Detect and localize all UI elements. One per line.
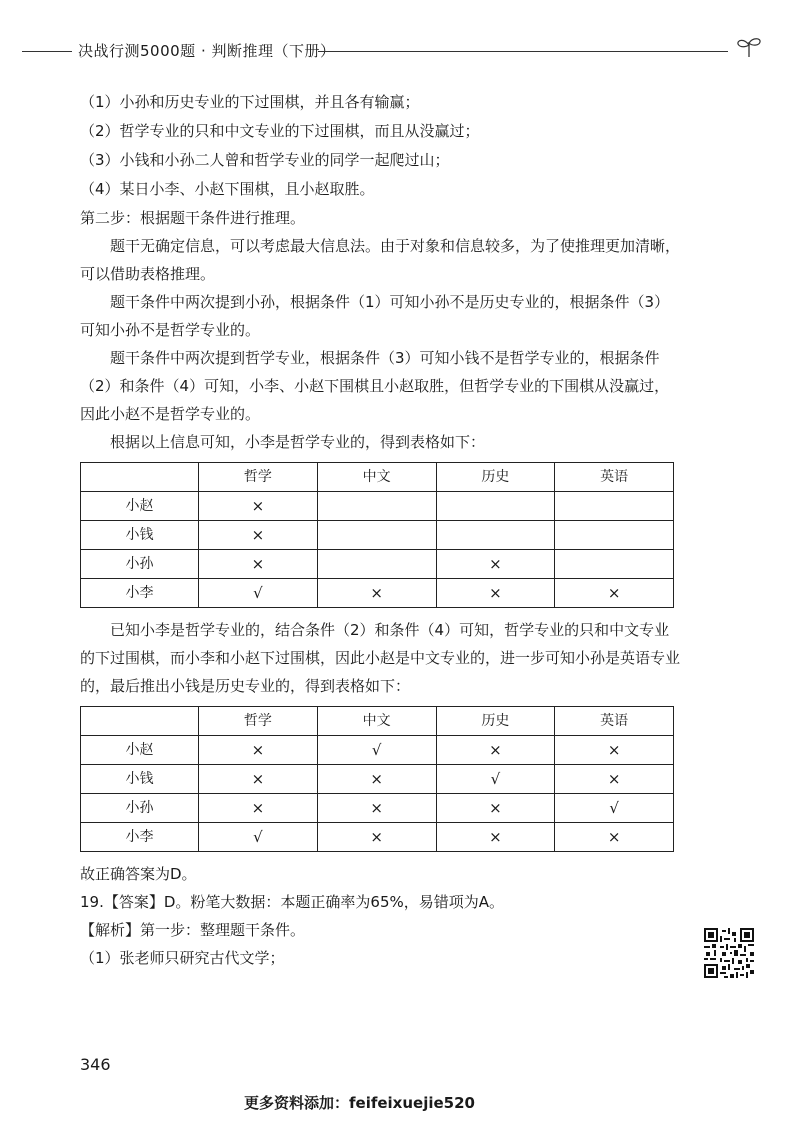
table-cell: × xyxy=(436,794,555,823)
row-label: 小赵 xyxy=(81,736,199,765)
row-label: 小孙 xyxy=(81,550,199,579)
table-header-cell xyxy=(81,463,199,492)
table-cell: × xyxy=(436,823,555,852)
table-cell: × xyxy=(436,550,555,579)
table-cell: × xyxy=(436,579,555,608)
table-header-cell: 哲学 xyxy=(199,463,318,492)
table-header-cell: 中文 xyxy=(317,707,436,736)
table-cell: × xyxy=(555,736,674,765)
qr-code-icon xyxy=(704,928,754,978)
table-cell: × xyxy=(555,765,674,794)
paragraph-philosophy: 题干条件中两次提到哲学专业，根据条件（3）可知小钱不是哲学专业的，根据条件（2）和条件（4）可知，小李、小赵下围棋且小赵取胜，但哲学专业的下围棋从没赢过，因此小赵不是哲学专业的。 xyxy=(80,349,670,423)
table-header-cell: 英语 xyxy=(555,707,674,736)
step-two: 第二步：根据题干条件进行推理。 xyxy=(80,209,306,227)
table-cell xyxy=(436,492,555,521)
reasoning-table-2 xyxy=(80,706,674,852)
table-cell xyxy=(555,550,674,579)
answer-text: D。粉笔大数据：本题正确率为65%，易错项为A。 xyxy=(163,893,505,911)
table-header-cell: 英语 xyxy=(555,463,674,492)
conclusion: 故正确答案为D。 xyxy=(80,865,197,883)
table-header-cell: 中文 xyxy=(317,463,436,492)
table-header-row xyxy=(81,707,674,736)
row-label: 小李 xyxy=(81,579,199,608)
table-header-cell: 哲学 xyxy=(199,707,318,736)
question-19-answer xyxy=(80,888,680,916)
condition-3: （3）小钱和小孙二人曾和哲学专业的同学一起爬过山； xyxy=(80,151,450,169)
table-cell: × xyxy=(555,579,674,608)
condition-2: （2）哲学专业的只和中文专业的下过围棋，而且从没赢过； xyxy=(80,122,480,140)
page-number: 346 xyxy=(80,1055,111,1074)
table-cell: × xyxy=(199,765,318,794)
table-cell: × xyxy=(199,736,318,765)
page-content xyxy=(80,88,680,972)
header-rule-right xyxy=(318,51,728,52)
row-label: 小李 xyxy=(81,823,199,852)
paragraph-table1-intro: 根据以上信息可知，小李是哲学专业的，得到表格如下： xyxy=(110,433,486,451)
footer-note: 更多资料添加：feifeixuejie520 xyxy=(244,1094,475,1112)
sprout-icon xyxy=(734,36,764,58)
table-header-cell: 历史 xyxy=(436,707,555,736)
table-cell xyxy=(317,492,436,521)
table-row xyxy=(81,823,674,852)
table-cell: × xyxy=(317,579,436,608)
table-cell: √ xyxy=(555,794,674,823)
row-label: 小钱 xyxy=(81,765,199,794)
table-row xyxy=(81,579,674,608)
table-row xyxy=(81,794,674,823)
table-cell: × xyxy=(199,794,318,823)
table-row xyxy=(81,492,674,521)
table-cell: × xyxy=(317,794,436,823)
table-row xyxy=(81,765,674,794)
condition-1: （1）小孙和历史专业的下过围棋，并且各有输赢； xyxy=(80,93,420,111)
question-19-condition-1: （1）张老师只研究古代文学； xyxy=(80,949,285,967)
page-header xyxy=(0,36,800,60)
table-cell: √ xyxy=(436,765,555,794)
table-cell: × xyxy=(199,521,318,550)
table-cell: × xyxy=(317,765,436,794)
table-header-row xyxy=(81,463,674,492)
table-row xyxy=(81,521,674,550)
paragraph-deduction: 已知小李是哲学专业的，结合条件（2）和条件（4）可知，哲学专业的只和中文专业的下过围棋，而小李和小赵下过围棋，因此小赵是中文专业的，进一步可知小孙是英语专业的，最后推出小钱是历史专业的，得到表格如下： xyxy=(80,621,681,695)
table-cell: √ xyxy=(199,579,318,608)
table-row xyxy=(81,736,674,765)
reasoning-table-1 xyxy=(80,462,674,608)
table-cell xyxy=(317,521,436,550)
table-cell: √ xyxy=(199,823,318,852)
table-cell xyxy=(555,521,674,550)
condition-4: （4）某日小李、小赵下围棋，且小赵取胜。 xyxy=(80,180,375,198)
row-label: 小赵 xyxy=(81,492,199,521)
analysis-label: 【解析】 xyxy=(80,921,141,939)
table-header-cell: 历史 xyxy=(436,463,555,492)
book-title: 决战行测5000题 · 判断推理（下册） xyxy=(78,42,336,60)
table-cell xyxy=(436,521,555,550)
paragraph-info: 题干无确定信息，可以考虑最大信息法。由于对象和信息较多，为了使推理更加清晰，可以借助表格推理。 xyxy=(80,237,681,283)
header-rule-left xyxy=(22,51,72,52)
table-row xyxy=(81,550,674,579)
table-cell: × xyxy=(199,492,318,521)
row-label: 小钱 xyxy=(81,521,199,550)
table-cell: × xyxy=(199,550,318,579)
table-cell xyxy=(317,550,436,579)
row-label: 小孙 xyxy=(81,794,199,823)
analysis-text: 第一步：整理题干条件。 xyxy=(140,921,306,939)
table-header-cell xyxy=(81,707,199,736)
answer-label: 19.【答案】 xyxy=(80,893,164,911)
paragraph-xiaosun: 题干条件中两次提到小孙，根据条件（1）可知小孙不是历史专业的，根据条件（3）可知小孙不是哲学专业的。 xyxy=(80,293,670,339)
table-cell: √ xyxy=(317,736,436,765)
table-cell: × xyxy=(317,823,436,852)
question-19-analysis xyxy=(80,916,680,944)
table-cell: × xyxy=(555,823,674,852)
table-cell xyxy=(555,492,674,521)
table-cell: × xyxy=(436,736,555,765)
